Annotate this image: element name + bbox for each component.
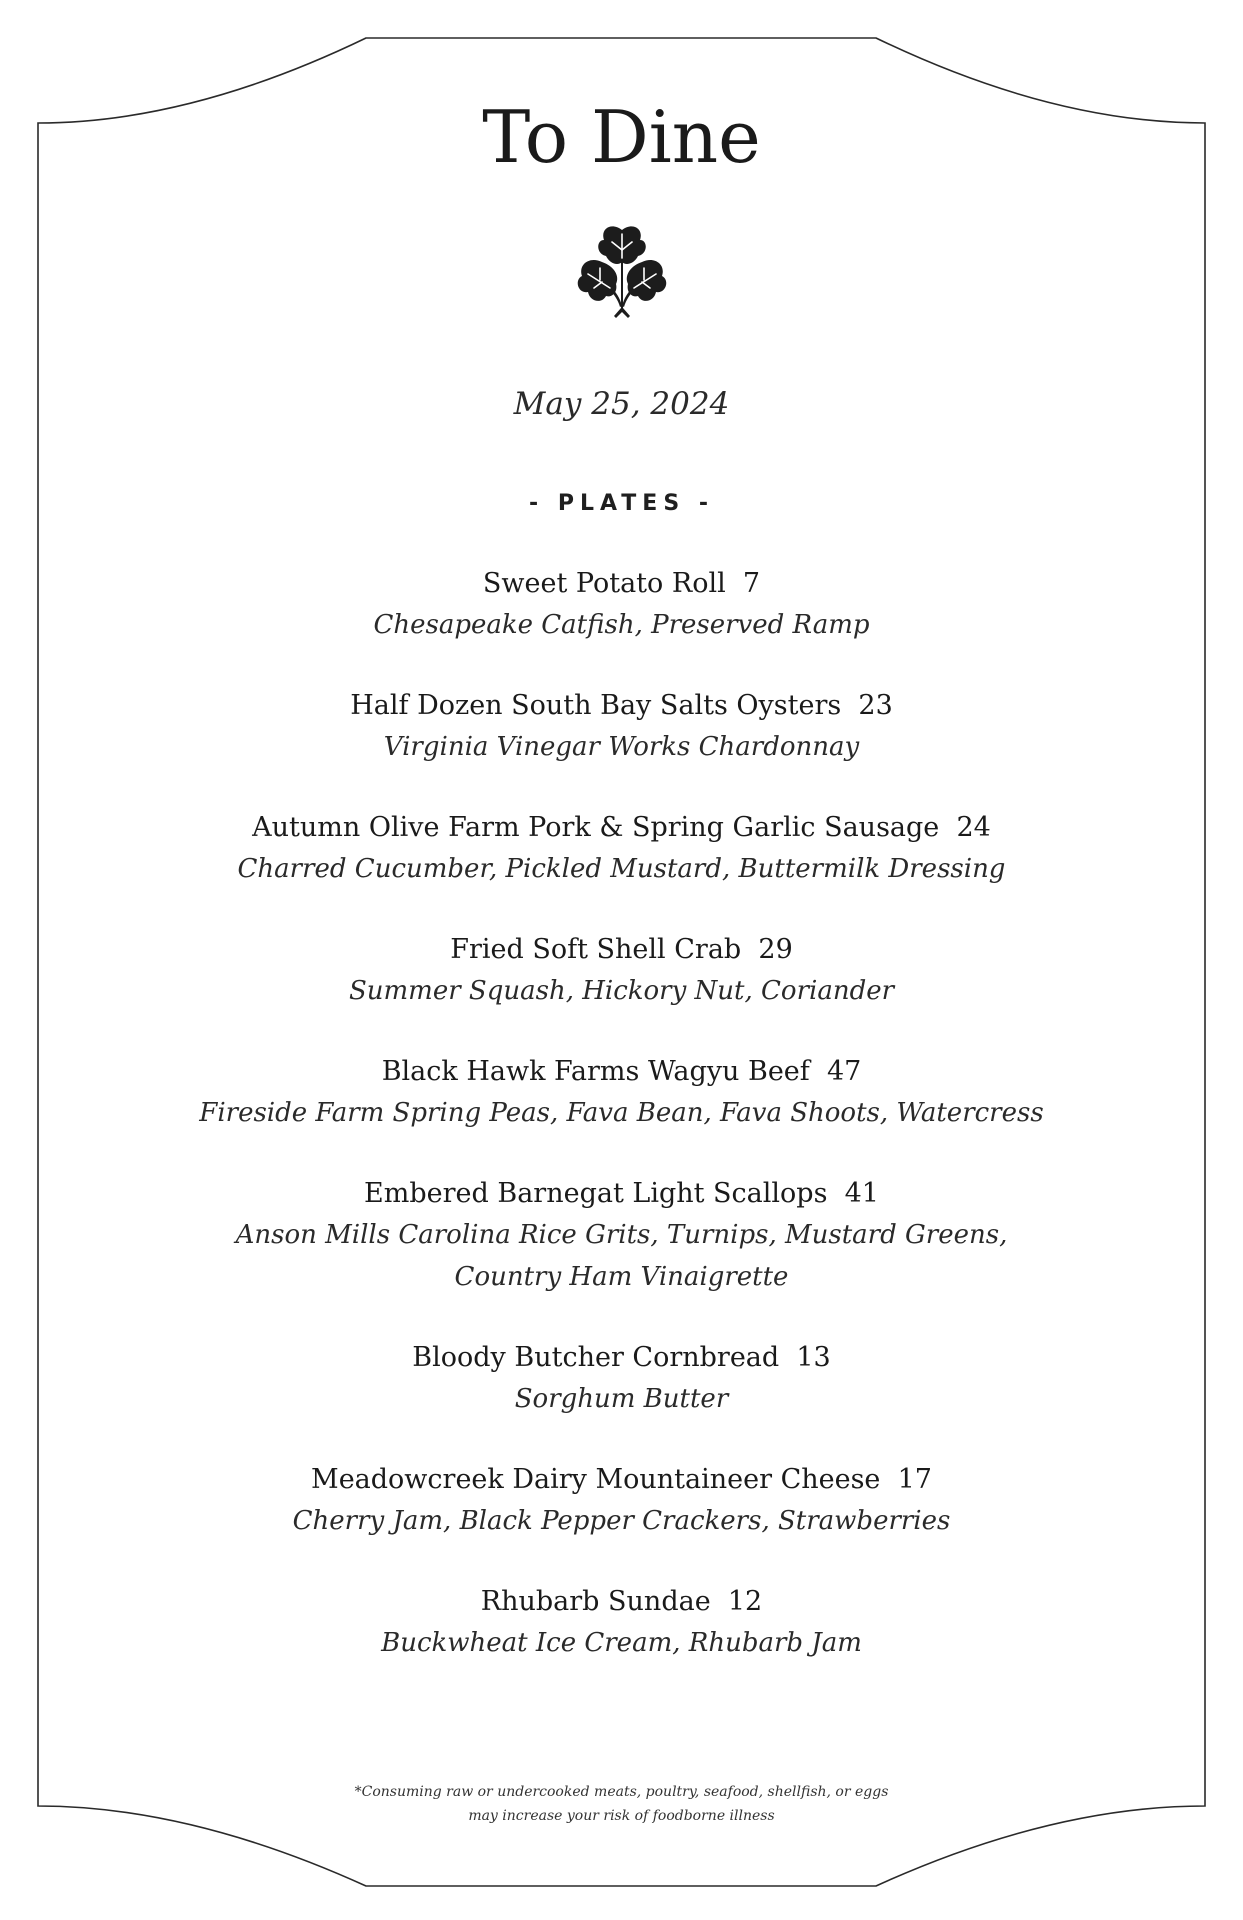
item-price: 13 xyxy=(796,1342,831,1373)
item-price: 23 xyxy=(858,690,893,721)
item-description: Summer Squash, Hickory Nut, Coriander xyxy=(348,976,895,1006)
item-title xyxy=(0,930,1243,970)
item-price: 7 xyxy=(742,568,761,599)
menu-item xyxy=(0,564,1243,646)
menu-item xyxy=(0,1460,1243,1542)
item-title xyxy=(0,686,1243,726)
item-name: Sweet Potato Roll xyxy=(482,568,726,599)
item-name: Black Hawk Farms Wagyu Beef xyxy=(381,1056,810,1087)
three-leaf-clover-icon xyxy=(574,222,670,322)
item-name: Bloody Butcher Cornbread xyxy=(412,1342,780,1373)
item-description: Anson Mills Carolina Rice Grits, Turnips, Mustard Greens, xyxy=(235,1220,1008,1250)
item-title xyxy=(0,564,1243,604)
item-description: Cherry Jam, Black Pepper Crackers, Strawberries xyxy=(292,1506,951,1536)
item-price: 29 xyxy=(758,934,793,965)
foodborne-illness-disclaimer xyxy=(0,1780,1243,1828)
item-title xyxy=(0,1582,1243,1622)
item-name: Autumn Olive Farm Pork & Spring Garlic Sausage xyxy=(252,812,940,843)
item-title xyxy=(0,808,1243,848)
item-price: 24 xyxy=(956,812,991,843)
item-title xyxy=(0,1460,1243,1500)
item-name: Meadowcreek Dairy Mountaineer Cheese xyxy=(311,1464,881,1495)
item-description: Chesapeake Catfish, Preserved Ramp xyxy=(373,610,870,640)
item-description: Virginia Vinegar Works Chardonnay xyxy=(383,732,860,762)
disclaimer-line-1: *Consuming raw or undercooked meats, poultry, seafood, shellfish, or eggs xyxy=(354,1784,889,1800)
menu-title: To Dine xyxy=(482,95,761,179)
item-title xyxy=(0,1052,1243,1092)
item-title xyxy=(0,1174,1243,1214)
item-description-continued: Country Ham Vinaigrette xyxy=(454,1262,789,1292)
item-name: Fried Soft Shell Crab xyxy=(450,934,742,965)
item-description: Fireside Farm Spring Peas, Fava Bean, Fava Shoots, Watercress xyxy=(199,1098,1044,1128)
menu-date: May 25, 2024 xyxy=(513,386,730,422)
item-description: Sorghum Butter xyxy=(514,1384,729,1414)
item-price: 17 xyxy=(897,1464,932,1495)
menu-item xyxy=(0,686,1243,768)
item-price: 41 xyxy=(844,1178,879,1209)
disclaimer-line-2: may increase your risk of foodborne illness xyxy=(468,1808,775,1824)
menu-item xyxy=(0,808,1243,890)
menu-items-list xyxy=(0,564,1243,1704)
item-name: Half Dozen South Bay Salts Oysters xyxy=(350,690,842,721)
item-price: 47 xyxy=(826,1056,862,1087)
item-name: Embered Barnegat Light Scallops xyxy=(364,1178,828,1209)
item-description: Buckwheat Ice Cream, Rhubarb Jam xyxy=(381,1628,862,1658)
menu-item xyxy=(0,1582,1243,1664)
section-heading-plates: - PLATES - xyxy=(529,491,714,516)
menu-item xyxy=(0,1174,1243,1298)
menu-item xyxy=(0,930,1243,1012)
item-title xyxy=(0,1338,1243,1378)
item-name: Rhubarb Sundae xyxy=(480,1586,711,1617)
menu-item xyxy=(0,1052,1243,1134)
item-price: 12 xyxy=(727,1586,763,1617)
item-description: Charred Cucumber, Pickled Mustard, Buttermilk Dressing xyxy=(237,854,1006,884)
menu-item xyxy=(0,1338,1243,1420)
